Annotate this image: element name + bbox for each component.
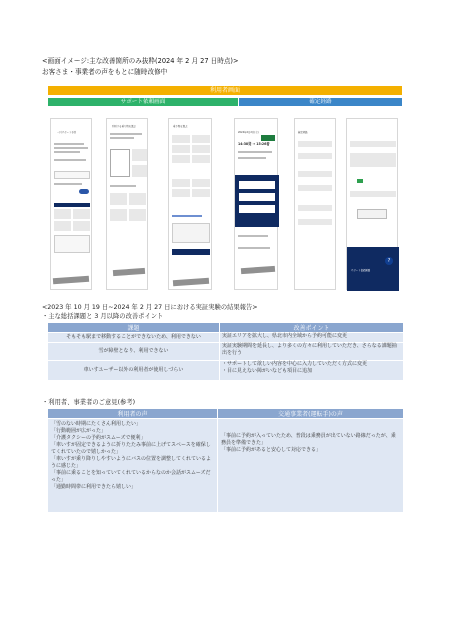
table-row: [48, 361, 404, 381]
operator-voices-header: 交通事業者(運転手)の声: [218, 409, 404, 419]
phone3-title: 乗り物を選ぶ: [173, 125, 188, 128]
support-banner: サポート依頼画面: [48, 98, 238, 106]
opinions-table: [47, 408, 404, 513]
improvement-cell: 実証実験期間を延長し、より多くの方々に利用していただき、さらなる課題抽出を行う: [220, 343, 404, 361]
issue-cell: 車いすユーザー以外の利用者が使用しづらい: [48, 361, 220, 381]
confirm-banner: 確定経路: [239, 98, 402, 106]
phone2-title: 利用する乗り物を選ぶ: [112, 125, 136, 128]
phone-screen-6: [346, 118, 398, 290]
phone-screen-4: [234, 118, 278, 290]
issue-cell: 雪が障壁となり、利用できない: [48, 343, 220, 361]
page-header: [42, 56, 239, 78]
header-title: <画面イメージ:主な改善箇所のみ抜粋(2024 年 2 月 27 日時点)>: [42, 57, 239, 65]
issues-header: 課題: [48, 323, 220, 333]
user-voices-cell: 「雪のない時期にたくさん利用したい」 「行動範囲が広がった」 「介護タクシーの予約がスムーズで便利」 「車いすが固定できるように折りたたみ事前に上げてスペースを確保してくれていたので嬉しかった」 「車いすが乗り降りしやすいようにバスの位置を調整してくれているように感じた」 「事前に乗ることを知っていてくれているからなのか会話がスムーズだった」 「通勤時間帯に利用できたら嬉しい」: [48, 419, 218, 513]
issues-table: [47, 322, 404, 381]
improvement-cell: 実証エリアを拡大し、県北市内全域から予約可能に変更: [220, 333, 404, 343]
phone-screen-2: [106, 118, 148, 290]
app-banner: 利用者画面: [48, 86, 402, 95]
phone-screen-5: [294, 118, 336, 290]
table-row: [48, 419, 404, 513]
improvement-cell: ・サポートして欲しい内容を中心に入力していただく方式に変更 ・目に見えない障がいなども項目に追加: [220, 361, 404, 381]
help-icon[interactable]: ?: [385, 257, 393, 265]
phone-screen-3: [168, 118, 212, 290]
improvements-header: 改善ポイント: [220, 323, 404, 333]
table-row: [48, 343, 404, 361]
table-row: [48, 333, 404, 343]
header-subtitle: お客さま・事業者の声をもとに随時改修中: [42, 68, 168, 76]
results-subtitle: ・主な総括課題と 3 月以降の改善ポイント: [42, 313, 164, 320]
user-voices-header: 利用者の声: [48, 409, 218, 419]
opinions-title: ・利用者、事業者のご意見(参考): [42, 399, 136, 406]
phone5-label: 確定経路: [298, 131, 308, 134]
results-title: <2023 年 10 月 19 日~2024 年 2 月 27 日における実証実験の結果報告>: [42, 304, 258, 311]
phone-screen-1: [50, 118, 92, 290]
phone4-time: 14:38発 → 15:26着: [238, 142, 270, 146]
operator-voices-cell: 「事前に予約が入っていたため、普段は乗務員が出ていない路線だったが、乗務員を準備できた」 「事前に予約があると安心して対応できる」: [218, 419, 404, 513]
issue-cell: そもそも駅まで移動することができないため、利用できない: [48, 333, 220, 343]
screenshot-strip: [48, 110, 402, 300]
phone4-date: 2024年2月2日(金): [238, 131, 259, 134]
phone1-title: 一日サポート予約: [57, 131, 77, 134]
phone6-label: サポート依頼画面: [351, 269, 371, 272]
